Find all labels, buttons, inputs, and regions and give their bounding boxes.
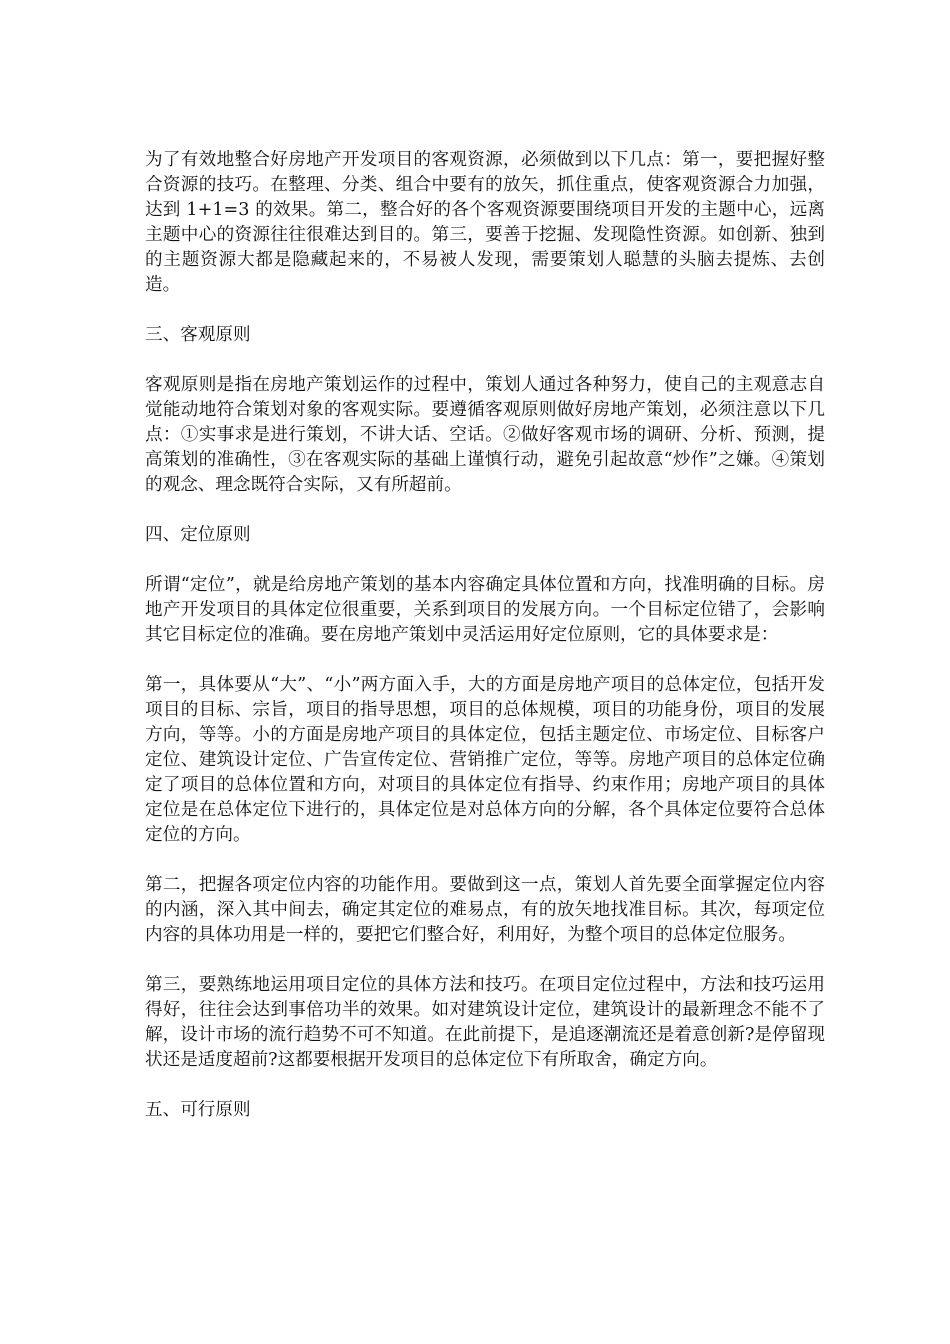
paragraph-positioning-third: 第三，要熟练地运用项目定位的具体方法和技巧。在项目定位过程中，方法和技巧运用得好，往往会达到事倍功半的效果。如对建筑设计定位，建筑设计的最新理念不能不了解，设计市场的流行趋势不可不知道。在此前提下，是追逐潮流还是着意创新?是停留现状还是适度超前?这都要根据开发项目的总体定位下有所取舍，确定方向。 bbox=[145, 975, 825, 1070]
section-heading-objective-principle: 三、客观原则 bbox=[145, 325, 251, 345]
paragraph-positioning-second: 第二，把握各项定位内容的功能作用。要做到这一点，策划人首先要全面掌握定位内容的内涵，深入其中间去，确定其定位的难易点，有的放矢地找准目标。其次，每项定位内容的具体功用是一样的，要把它们整合好，利用好，为整个项目的总体定位服务。 bbox=[145, 875, 825, 945]
paragraph-resource-integration: 为了有效地整合好房地产开发项目的客观资源，必须做到以下几点：第一，要把握好整合资源的技巧。在整理、分类、组合中要有的放矢，抓住重点，使客观资源合力加强，达到 1+1=3 的效果。第二，整合好的各个客观资源要围绕项目开发的主题中心，远离主题中心的资源往往很难达到目的。第三，要善于挖掘、发现隐性资源。如创新、独到的主题资源大都是隐藏起来的，不易被人发现，需要策划人聪慧的头脑去提炼、去创造。 bbox=[145, 150, 825, 295]
section-heading-feasibility-principle: 五、可行原则 bbox=[145, 1100, 251, 1120]
paragraph-positioning-first: 第一，具体要从“大”、“小”两方面入手，大的方面是房地产项目的总体定位，包括开发项目的目标、宗旨，项目的指导思想，项目的总体规模，项目的功能身份，项目的发展方向，等等。小的方面是房地产项目的具体定位，包括主题定位、市场定位、目标客户定位、建筑设计定位、广告宣传定位、营销推广定位，等等。房地产项目的总体定位确定了项目的总体位置和方向，对项目的具体定位有指导、约束作用；房地产项目的具体定位是在总体定位下进行的，具体定位是对总体方向的分解，各个具体定位要符合总体定位的方向。 bbox=[145, 675, 825, 845]
paragraph-positioning-intro: 所谓“定位”，就是给房地产策划的基本内容确定具体位置和方向，找准明确的目标。房地产开发项目的具体定位很重要，关系到项目的发展方向。一个目标定位错了，会影响其它目标定位的准确。要在房地产策划中灵活运用好定位原则，它的具体要求是： bbox=[145, 575, 825, 645]
document-page bbox=[145, 148, 825, 1148]
paragraph-objective-principle: 客观原则是指在房地产策划运作的过程中，策划人通过各种努力，使自己的主观意志自觉能动地符合策划对象的客观实际。要遵循客观原则做好房地产策划，必须注意以下几点：①实事求是进行策划，不讲大话、空话。②做好客观市场的调研、分析、预测，提高策划的准确性，③在客观实际的基础上谨慎行动，避免引起故意“炒作”之嫌。④策划的观念、理念既符合实际，又有所超前。 bbox=[145, 375, 825, 495]
section-heading-positioning-principle: 四、定位原则 bbox=[145, 525, 251, 545]
